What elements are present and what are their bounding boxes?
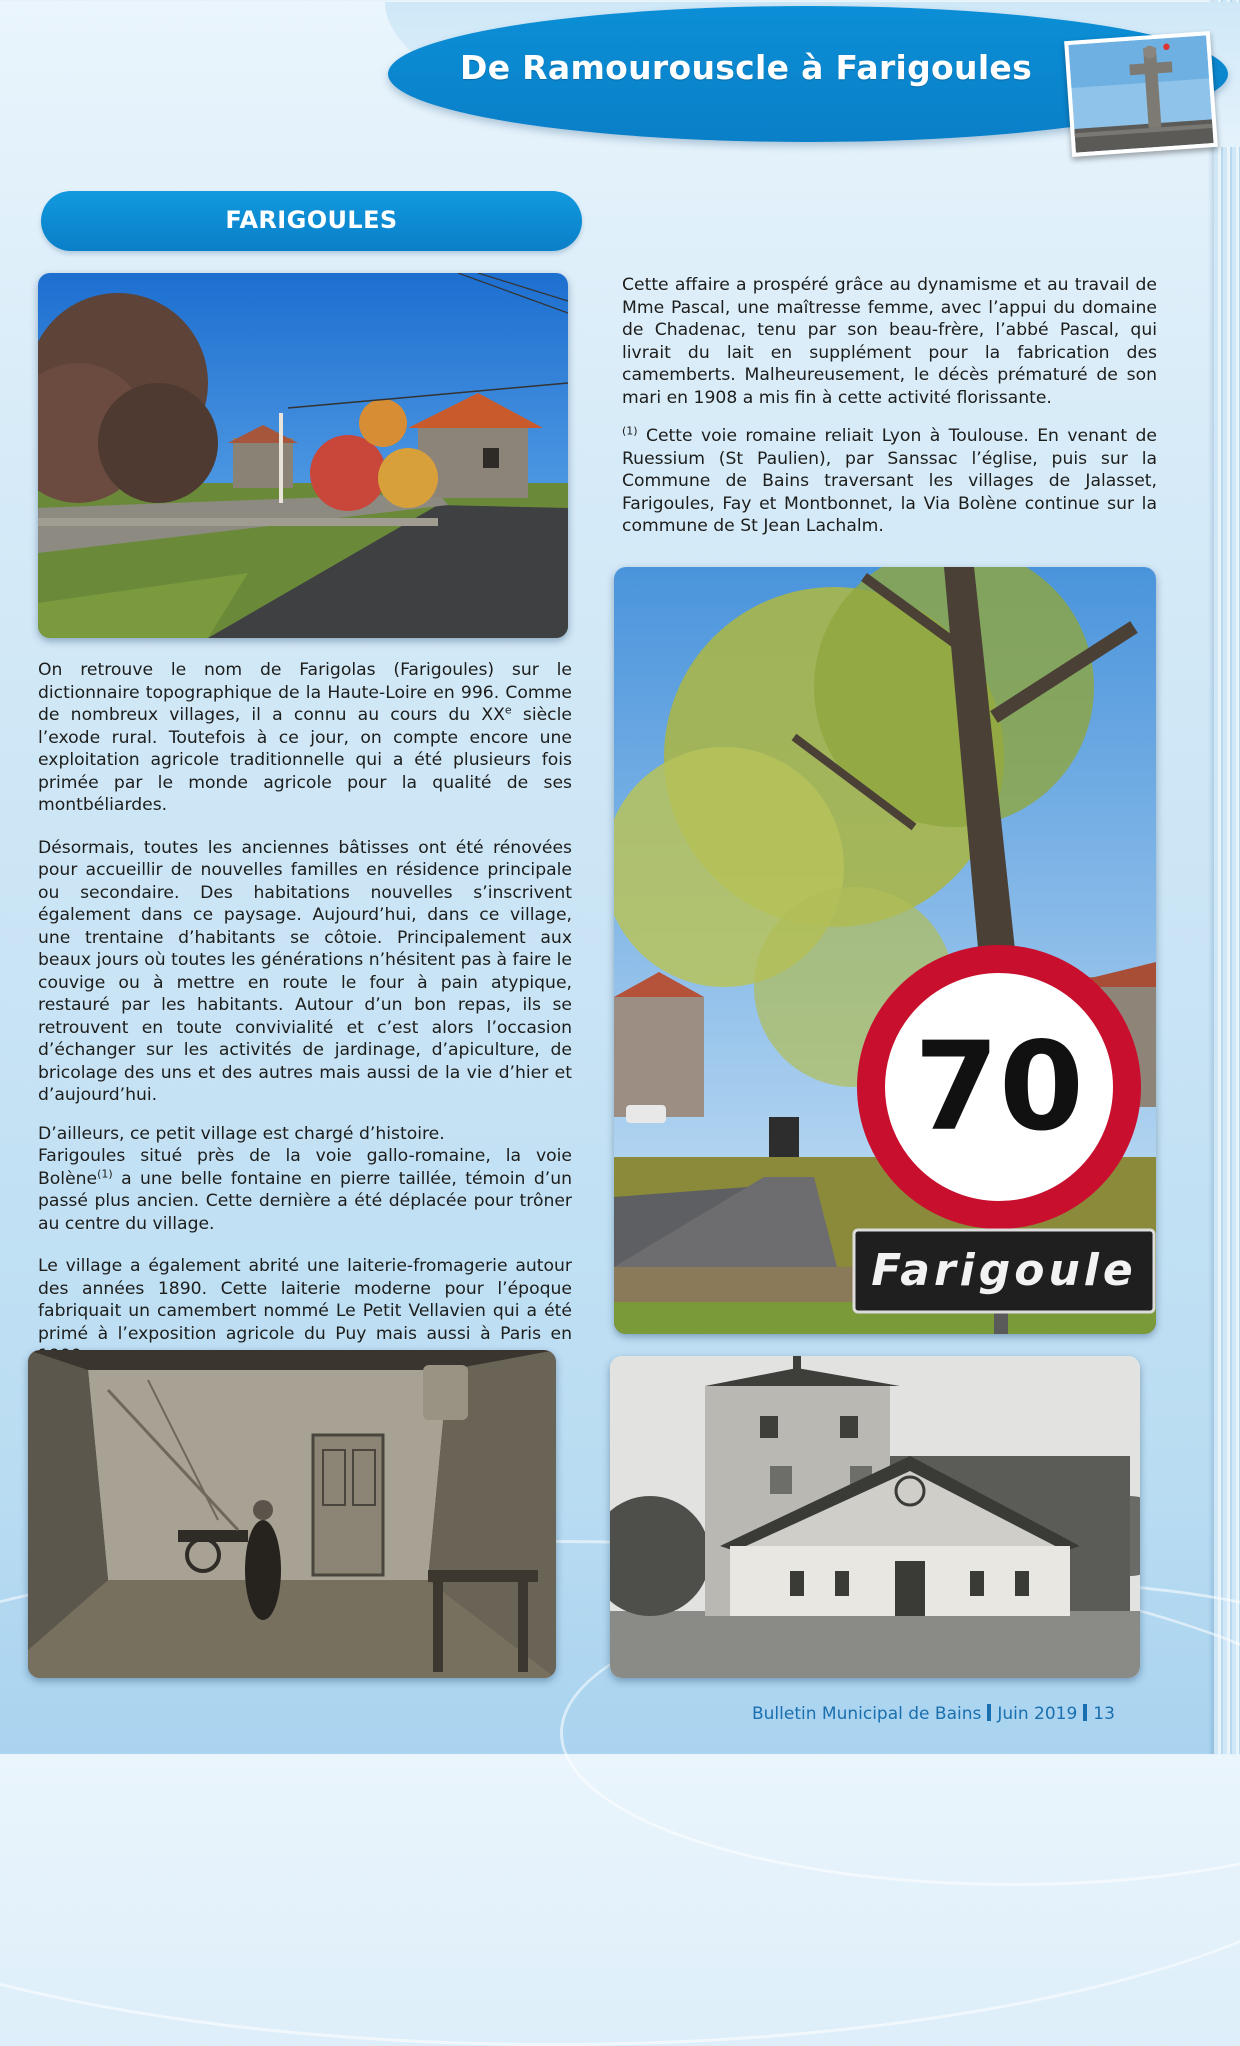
section-title: FARIGOULES	[225, 206, 398, 234]
publication-name: Bulletin Municipal de Bains	[752, 1704, 982, 1724]
dairy-interior-photo	[28, 1350, 556, 1678]
left-column-text	[38, 659, 572, 1384]
dairy-building-photo	[610, 1356, 1140, 1678]
page-number: 13	[1093, 1704, 1115, 1724]
paragraph-text: a une belle fontaine en pierre taillée, témoin d’un passé plus ancien. Cette dernière a été déplacée pour trôner au centre du village.	[38, 1168, 572, 1234]
footnote-ref: (1)	[97, 1166, 113, 1180]
road-sign-photo	[614, 567, 1156, 1334]
paragraph: Le village a également abrité une laiterie-fromagerie autour des années 1890. Cette laiterie moderne pour l’époque fabriquait un camembert nommé Le Petit Vellavien qui a été primé à l’exposition agricole du Puy mais aussi à Paris en	[38, 1256, 572, 1344]
superscript: e	[504, 703, 512, 717]
paragraph	[38, 659, 572, 817]
footnote	[622, 425, 1157, 538]
publication-date: Juin 2019	[997, 1704, 1078, 1724]
paragraph: Désormais, toutes les anciennes bâtisses ont été rénovées pour accueillir de nouvelles familles en résidence principale ou secondaire. Des habitations nouvelles s’inscrivent également dans ce paysage. Aujourd’hui, dans ce village, une trentaine d’habitants se côtoie. Principalement aux beaux jours où toutes les générations n’hésitent pas à faire le couvige ou à mettre en route le four à pain atypique, restauré par les habitants. Autour d’un bon repas, ils se retrouvent en toute convivialité et c’est alors l’occasion d’échanger sur les activités de jardinage, d’apiculture, de bricolage des uns et des autres mais aussi de la vie d’hier et d’aujourd’hui.	[38, 837, 572, 1105]
paragraph-text: siècle l’exode rural. Toutefois à ce jour, on compte encore une exploitation agricole traditionnelle qui a été plusieurs fois primée par le monde agricole pour la qualité de ses montbéliardes.	[38, 705, 572, 815]
paragraph-text: On retrouve le nom de Farigolas (Farigoules) sur le dictionnaire topographique de la Haute-Loire en 996. Comme de nombreux villages, il a connu au cours du XX	[38, 660, 572, 725]
village-road-photo	[38, 273, 568, 638]
paragraph: Cette affaire a prospéré grâce au dynamisme et au travail de Mme Pascal, une maîtresse femme, avec l’appui du domaine de Chadenac, tenu par son beau-frère, l’abbé Pascal, qui livrait du lait en supplément pour la fabrication des camemberts. Malheureusement, le décès prématuré de son mari en 1908 a mis fin à cette activité florissante.	[622, 275, 1157, 408]
page-footer	[752, 1704, 1115, 1724]
village-sign-name: Farigoule	[871, 1245, 1137, 1296]
right-column-text	[622, 274, 1157, 538]
paragraph-text: Farigoules situé près de la voie gallo-romaine, la voie Bolène	[38, 1146, 572, 1189]
footnote-text: Cette voie romaine reliait Lyon à Toulouse. En venant de Ruessium (St Paulien), par Sanssac l’église, puis sur la Commune de Bains traversant les villages de Jalasset, Farigoules, Fay et Montbonnet, la Via Bolène continue sur la commune de St Jean Lachalm.	[622, 426, 1157, 536]
footnote-marker: (1)	[622, 424, 638, 438]
footer-separator	[987, 1704, 991, 1721]
footer-separator	[1083, 1704, 1087, 1721]
stone-cross-photo	[1064, 31, 1218, 157]
page-title: De Ramourouscle à Farigoules	[460, 48, 1033, 87]
paragraph	[38, 1145, 572, 1235]
speed-limit-value: 70	[914, 1016, 1084, 1158]
page-edge	[1214, 0, 1240, 1754]
paragraph: D’ailleurs, ce petit village est chargé d’histoire.	[38, 1123, 445, 1144]
